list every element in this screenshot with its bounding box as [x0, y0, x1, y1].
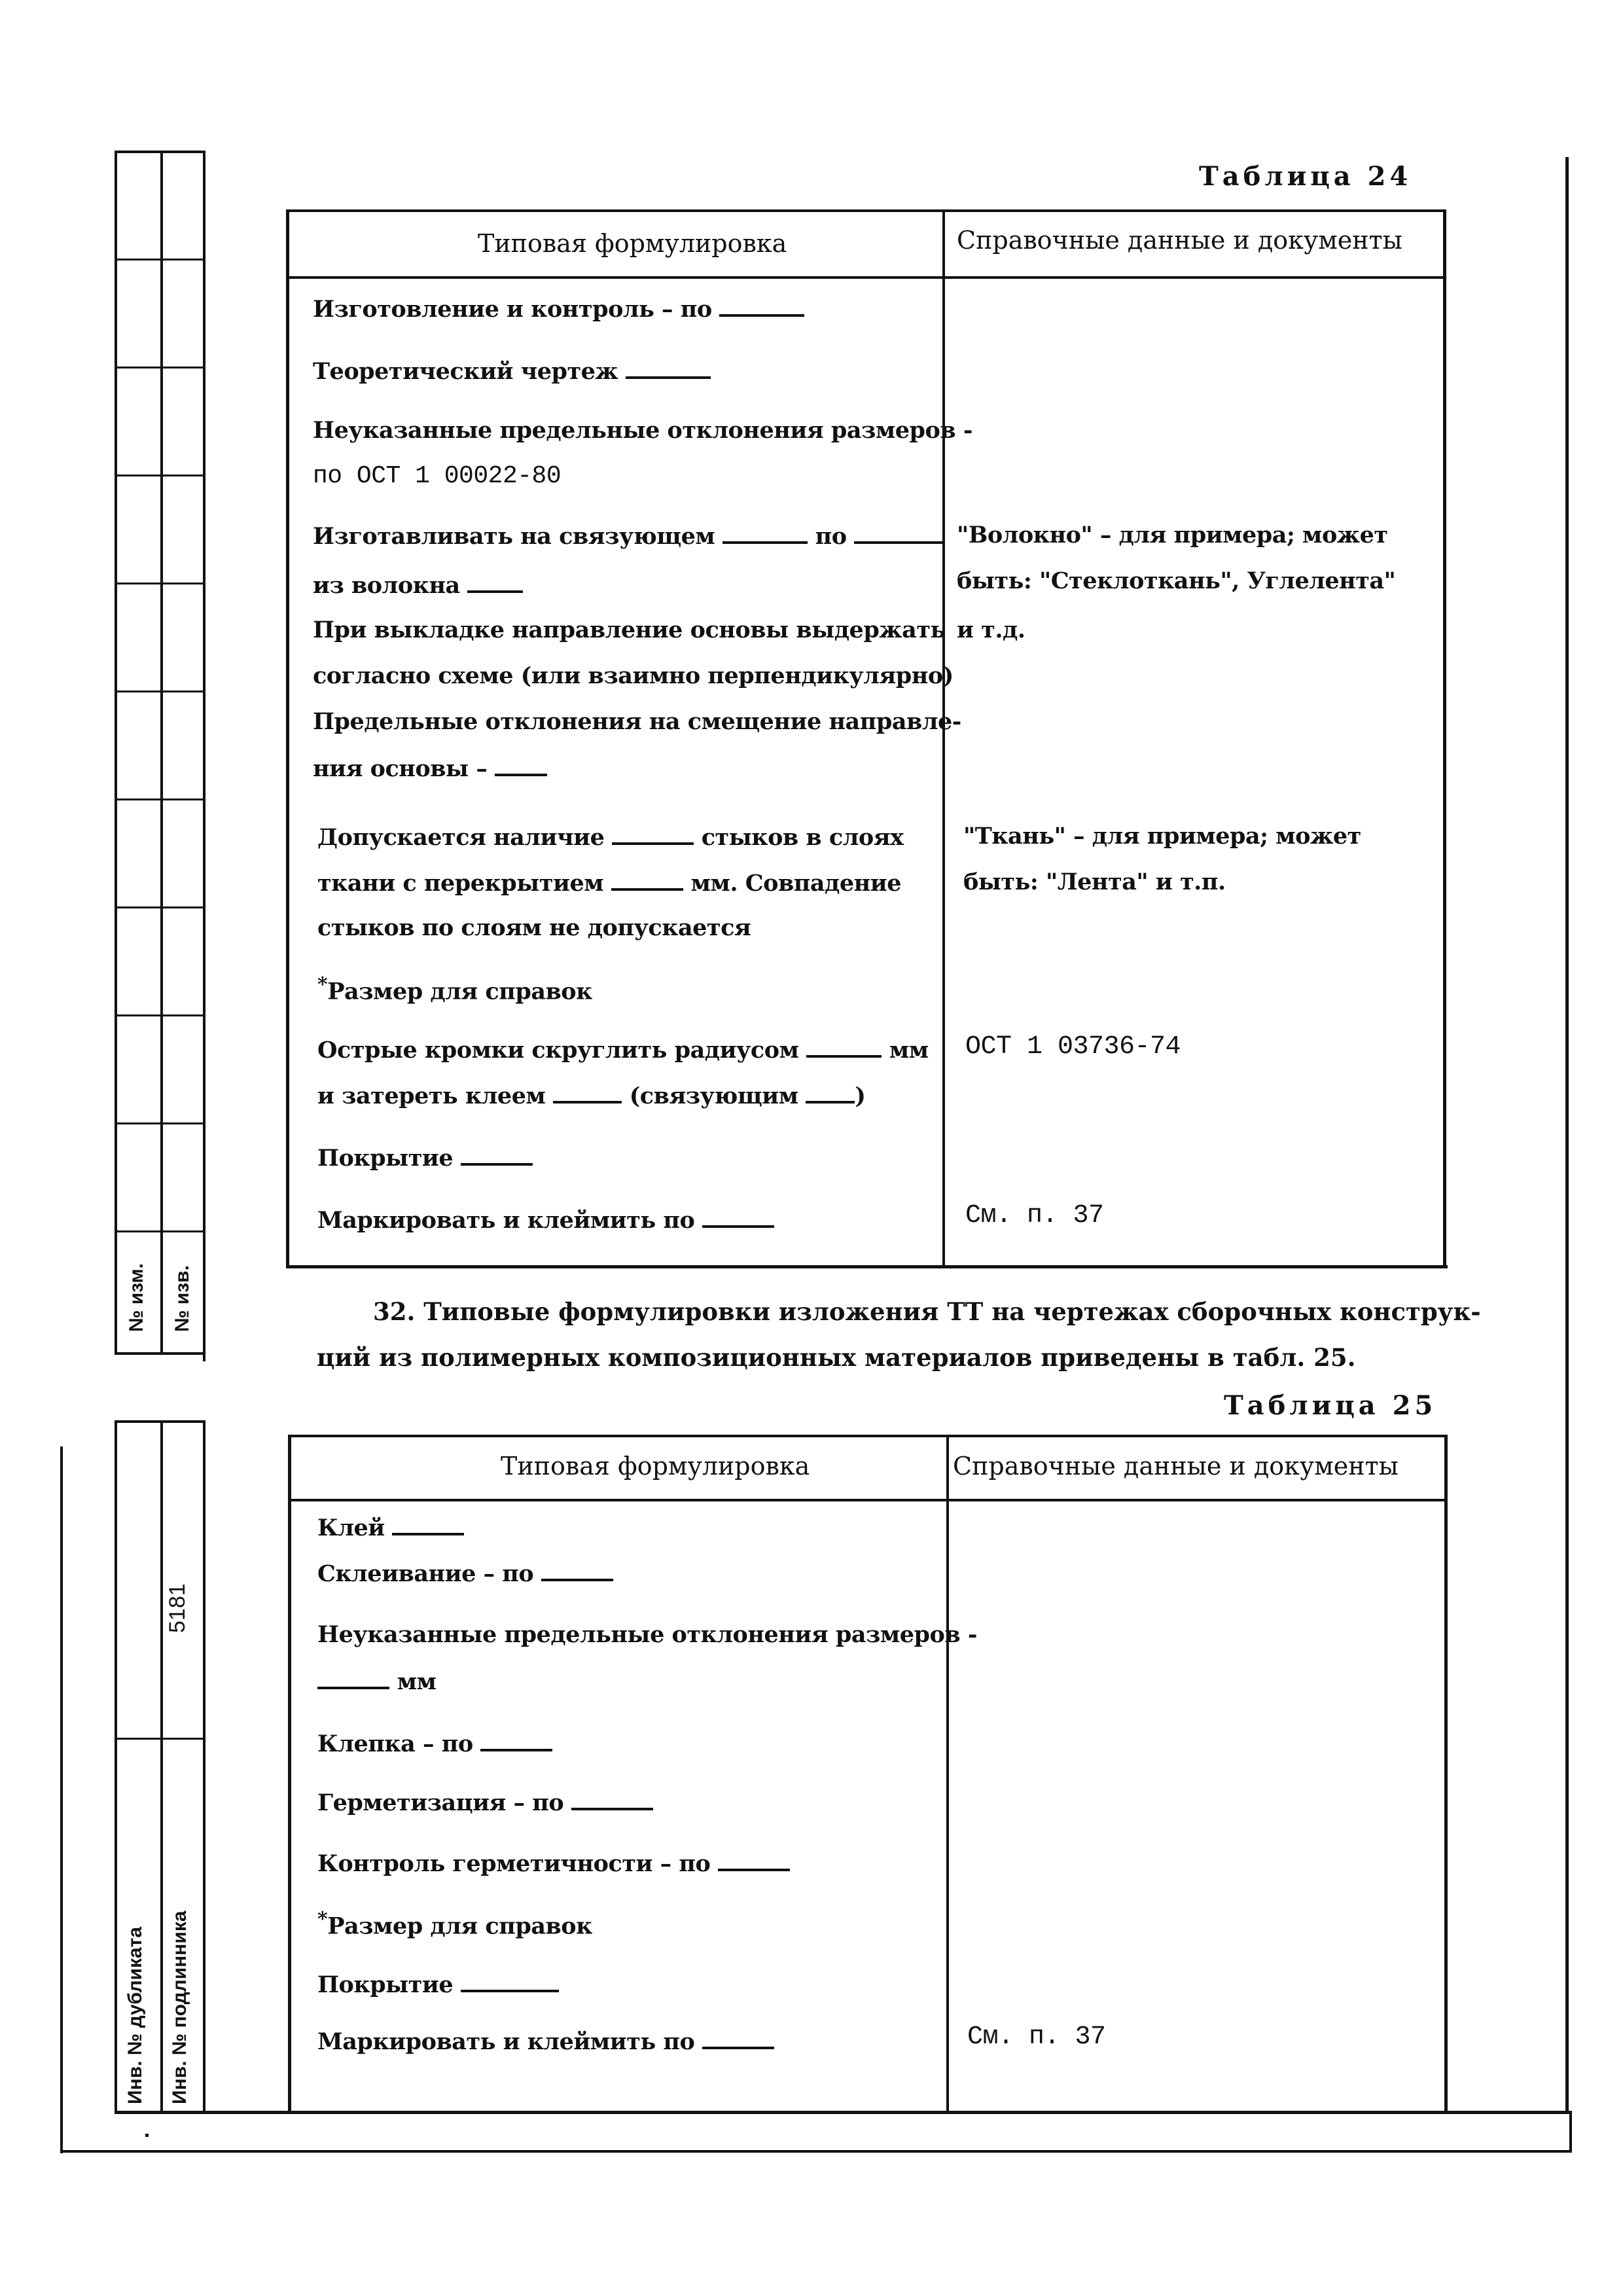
- table25-row-1: Клей: [317, 1513, 464, 1541]
- blank-field: [806, 1081, 855, 1103]
- table24-row-3: Неуказанные предельные отклонения размеров -: [313, 417, 972, 444]
- blank-field: [495, 754, 547, 776]
- table24-row-11: Допускается наличие стыков в слоях: [317, 824, 904, 851]
- table25-title: Таблица 25: [1224, 1390, 1437, 1421]
- table25-row-8: *Размер для справок: [317, 1908, 592, 1940]
- table24-ref-4: "Ткань" – для примера; может: [963, 823, 1361, 850]
- table24-row-18: Маркировать и клеймить по: [317, 1206, 774, 1234]
- table24-row-10: ния основы –: [313, 754, 547, 782]
- table25-row-3: Неуказанные предельные отклонения размеров -: [317, 1621, 977, 1648]
- footnote-star: *: [317, 1908, 328, 1931]
- dublikat-label: Инв. № дубликата: [124, 1926, 146, 2104]
- footnote-star: *: [317, 973, 328, 996]
- inv-number: 5181: [165, 1583, 190, 1633]
- izv-label: № изв.: [171, 1265, 193, 1332]
- table24-row-16: и затереть клеем (связующим ): [317, 1083, 866, 1109]
- blank-field: [480, 1729, 552, 1751]
- table25-row-2: Склеивание – по: [317, 1559, 613, 1587]
- table24-ref-6: ОСТ 1 03736-74: [965, 1032, 1181, 1062]
- table24-ref-2: быть: "Стеклоткань", Углелента": [957, 567, 1396, 594]
- blank-field: [612, 823, 694, 845]
- table24-ref-7: См. п. 37: [965, 1201, 1104, 1230]
- blank-field: [702, 2027, 774, 2049]
- blank-field: [541, 1559, 613, 1581]
- table24-row-6: из волокна: [313, 571, 523, 599]
- table24-row-17: Покрытие: [317, 1143, 533, 1172]
- blank-field: [854, 522, 942, 544]
- table24-col-left-header: Типовая формулировка: [478, 229, 787, 258]
- table24-row-8: согласно схеме (или взаимно перпендикулярно): [313, 662, 954, 689]
- table24-row-14: *Размер для справок: [317, 973, 592, 1005]
- table25-row-4: мм: [317, 1667, 437, 1695]
- table25-row-5: Клепка – по: [317, 1729, 552, 1757]
- table25-ref-1: См. п. 37: [967, 2022, 1106, 2052]
- table25-col-left-header: Типовая формулировка: [501, 1452, 810, 1480]
- table25-row-9: Покрытие: [317, 1970, 559, 1998]
- blank-field: [467, 571, 523, 593]
- podlinnik-label: Инв. № подлинника: [169, 1910, 190, 2104]
- table24-row-15: Острые кромки скруглить радиусом мм: [317, 1037, 929, 1064]
- blank-field: [611, 869, 683, 891]
- table25-row-10: Маркировать и клеймить по: [317, 2027, 774, 2055]
- blank-field: [461, 1970, 559, 1992]
- table24-row-12: ткани с перекрытием мм. Совпадение: [317, 870, 901, 897]
- table24-row-7: При выкладке направление основы выдержать: [313, 617, 946, 643]
- table24-title: Таблица 24: [1199, 161, 1412, 192]
- blank-field: [719, 295, 804, 317]
- paragraph32-line2: ций из полимерных композиционных материалов приведены в табл. 25.: [317, 1343, 1356, 1372]
- table24-row-1: Изготовление и контроль – по: [313, 295, 804, 323]
- table24-row-13: стыков по слоям не допускается: [317, 914, 751, 941]
- blank-field: [806, 1035, 882, 1058]
- paragraph32-line1: 32. Типовые формулировки изложения ТТ на чертежах сборочных конструк-: [373, 1297, 1481, 1326]
- blank-field: [317, 1667, 389, 1689]
- blank-field: [702, 1206, 774, 1228]
- table24-row-2: Теоретический чертеж: [313, 357, 711, 385]
- blank-field: [461, 1143, 533, 1166]
- blank-field: [722, 522, 808, 544]
- blank-field: [553, 1081, 622, 1103]
- blank-field: [718, 1849, 790, 1871]
- izm-label: № изм.: [126, 1263, 147, 1332]
- table25-row-6: Герметизация – по: [317, 1788, 653, 1816]
- table24-row-4: по ОСТ 1 00022-80: [313, 462, 562, 490]
- table24-ref-5: быть: "Лента" и т.п.: [963, 869, 1226, 895]
- table24-row-5: Изготавливать на связующем по: [313, 522, 942, 550]
- blank-field: [571, 1788, 653, 1810]
- blank-field: [626, 357, 711, 379]
- blank-field: [392, 1513, 464, 1535]
- table25-row-7: Контроль герметичности – по: [317, 1849, 790, 1877]
- table24-ref-3: и т.д.: [957, 617, 1026, 643]
- table24-ref-1: "Волокно" – для примера; может: [957, 522, 1388, 548]
- table25-col-right-header: Справочные данные и документы: [953, 1452, 1399, 1480]
- table24-row-9: Предельные отклонения на смещение направле-: [313, 708, 961, 735]
- table24-col-right-header: Справочные данные и документы: [957, 226, 1402, 255]
